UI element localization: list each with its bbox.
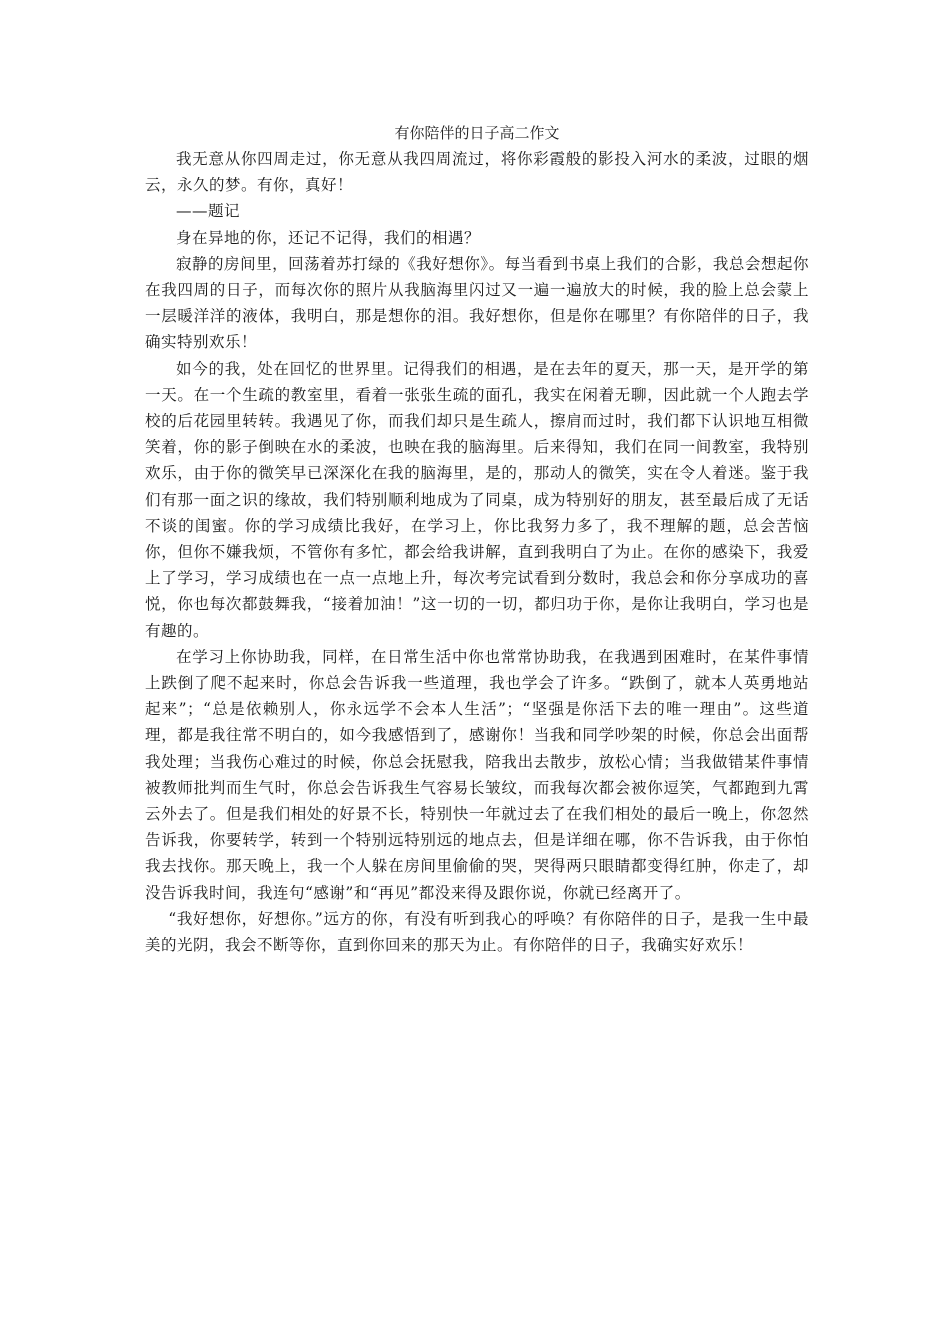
document-title: 有你陪伴的日子高二作文 (394, 124, 560, 142)
document-body (145, 120, 809, 958)
paragraph-epigraph-attribution: ——题记 (176, 202, 241, 221)
paragraph: 寂静的房间里，回荡着苏打绿的《我好想你》。每当看到书桌上我们的合影，我总会想起你在我四周的日子，而每次你的照片从我脑海里闪过又一遍一遍放大的时候，我的脸上总会蒙上一层暖洋洋的液体，我明白，那是想你的泪。我好想你，但是你在哪里？有你陪伴的日子，我确实特别欢乐！ (145, 254, 809, 352)
paragraph-closing: “我好想你，好想你。”远方的你，有没有听到我心的呼唤？有你陪伴的日子，是我一生中最美的光阴，我会不断等你，直到你回来的那天为止。有你陪伴的日子，我确实好欢乐！ (145, 909, 809, 955)
paragraph: 身在异地的你，还记不记得，我们的相遇？ (176, 228, 481, 247)
paragraph: 如今的我，处在回忆的世界里。记得我们的相遇，是在去年的夏天，那一天，是开学的第一天。在一个生疏的教室里，看着一张张生疏的面孔，我实在闲着无聊，因此就一个人跑去学校的后花园里转转。我遇见了你，而我们却只是生疏人，擦肩而过时，我们都下认识地互相微笑着，你的影子倒映在水的柔波，也映在我的脑海里。后来得知，我们在同一间教室，我特别欢乐，由于你的微笑早已深深化在我的脑海里，是的，那动人的微笑，实在令人着迷。鉴于我们有那一面之识的缘故，我们特别顺利地成为了同桌，成为特别好的朋友，甚至最后成了无话不谈的闺蜜。你的学习成绩比我好，在学习上，你比我努力多了，我不理解的题，总会苦恼你，但你不嫌我烦，不管你有多忙，都会给我讲解，直到我明白了为止。在你的感染下，我爱上了学习，学习成绩也在一点一点地上升，每次考完试看到分数时，我总会和你分享成功的喜悦，你也每次都鼓舞我，“接着加油！”这一切的一切，都归功于你，是你让我明白，学习也是有趣的。 (145, 359, 809, 640)
paragraph-epigraph: 我无意从你四周走过，你无意从我四周流过，将你彩霞般的影投入河水的柔波，过眼的烟云，永久的梦。有你，真好！ (145, 150, 809, 195)
paragraph: 在学习上你协助我，同样，在日常生活中你也常常协助我，在我遇到困难时，在某件事情上跌倒了爬不起来时，你总会告诉我一些道理，我也学会了许多。“跌倒了，就本人英勇地站起来”；“总是依赖别人，你永远学不会本人生活”；“坚强是你活下去的唯一理由”。这些道理，都是我往常不明白的，如今我感悟到了，感谢你！当我和同学吵架的时候，你总会出面帮我处理；当我伤心难过的时候，你总会抚慰我，陪我出去散步，放松心情；当我做错某件事情被教师批判而生气时，你总会告诉我生气容易长皱纹，而我每次都会被你逗笑，气都跑到九霄云外去了。但是我们相处的好景不长，特别快一年就过去了在我们相处的最后一晚上，你忽然告诉我，你要转学，转到一个特别远特别远的地点去，但是详细在哪，你不告诉我，由于你怕我去找你。那天晚上，我一个人躲在房间里偷偷的哭，哭得两只眼睛都变得红肿，你走了，却没告诉我时间，我连句“感谢”和“再见”都没来得及跟你说，你就已经离开了。 (145, 647, 809, 902)
